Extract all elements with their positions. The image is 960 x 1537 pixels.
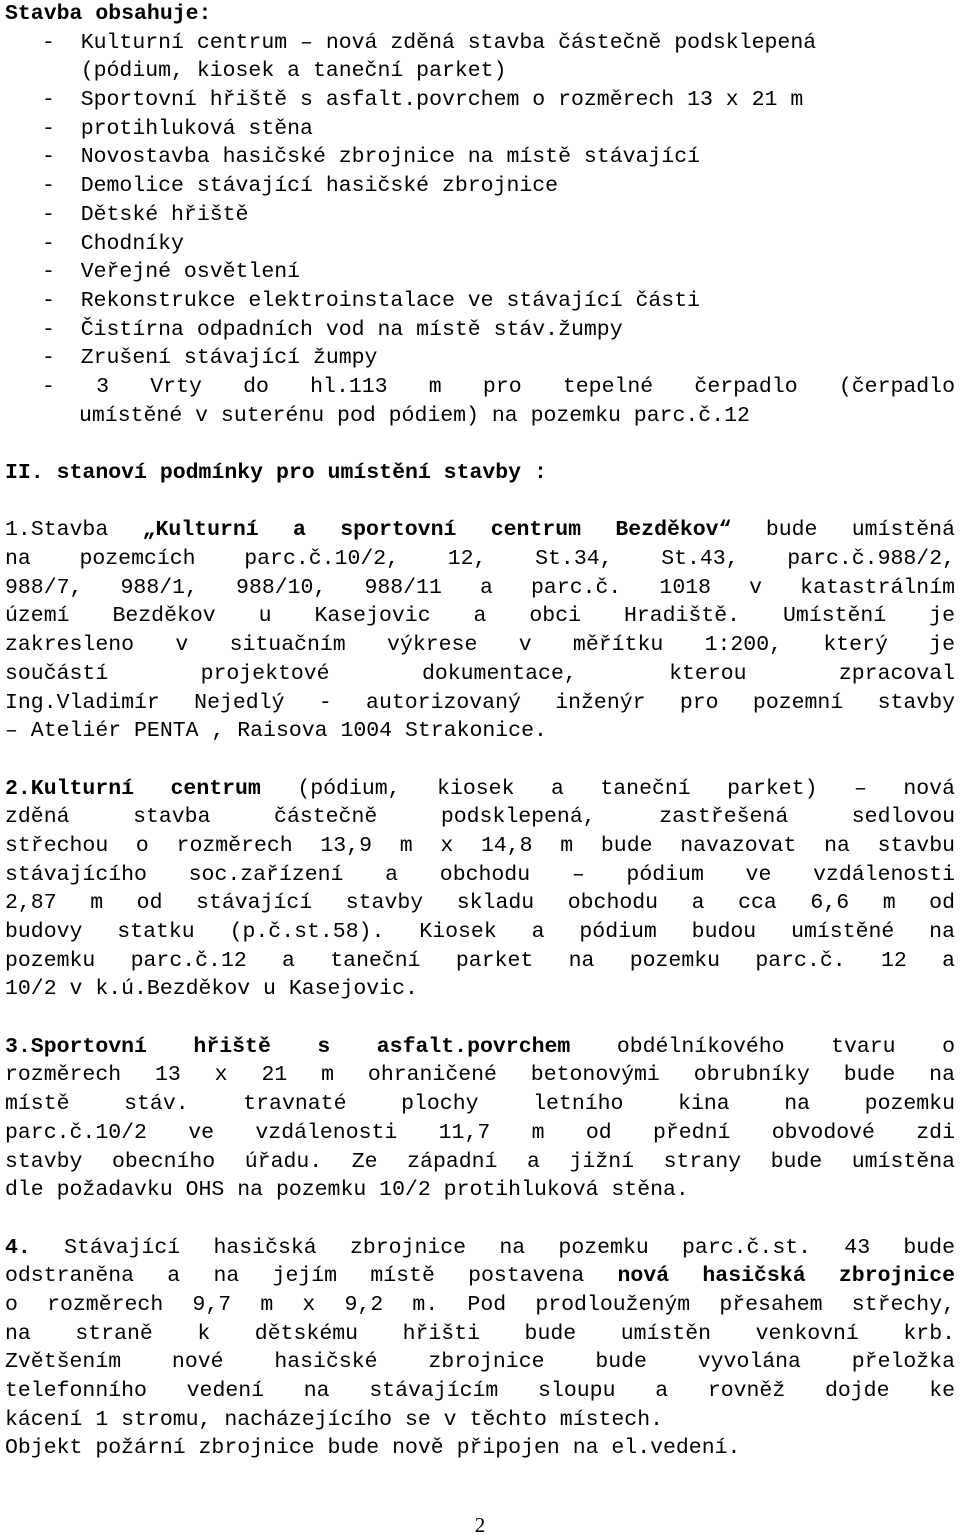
list-item: - Novostavba hasičské zbrojnice na místě stávající [42,145,701,170]
paragraph-4-text: Stávající hasičská zbrojnice na pozemku parc.č.st. 43 bude [30,1235,955,1260]
paragraph-1-line: Ing.Vladimír Nejedlý - autorizovaný inženýr pro pozemní stavby [5,690,955,715]
paragraph-3-line: rozměrech 13 x 21 m ohraničené betonovými obrubníky bude na [5,1063,955,1088]
paragraph-3-line: parc.č.10/2 ve vzdálenosti 11,7 m od přední obvodové zdi [5,1120,955,1145]
section-heading: II. stanoví podmínky pro umístění stavby : [5,461,547,485]
document-page [5,0,955,1463]
paragraph-4-line: telefonního vedení na stávajícím sloupu a rovněž dojde ke [5,1379,955,1403]
paragraph-3-text: obdélníkového tvaru o [570,1034,955,1059]
list-item: - Sportovní hřiště s asfalt.povrchem o rozměrech 13 x 21 m [42,88,804,113]
paragraph-1-line: – Ateliér PENTA , Raisova 1004 Strakonice. [5,719,547,744]
paragraph-4-line: kácení 1 stromu, nacházejícího se v těchto místech. [5,1407,664,1432]
paragraph-4-line: na straně k dětskému hřišti bude umístěn venkovní krb. [5,1321,955,1346]
paragraph-2-text: (pódium, kiosek a taneční parket) – nová [260,776,955,801]
paragraph-4-line: Objekt požární zbrojnice bude nově připojen na el.vedení. [5,1436,741,1461]
paragraph-2-line: střechou o rozměrech 13,9 m x 14,8 m bude navazovat na stavbu [5,833,955,858]
paragraph-3-line: místě stáv. travnaté plochy letního kina na pozemku [5,1092,955,1117]
paragraph-2-line: stávajícího soc.zařízení a obchodu – pódium ve vzdálenosti [5,862,955,887]
paragraph-1-line: součástí projektové dokumentace, kterou zpracoval [5,661,955,686]
paragraph-4-line [5,1262,955,1291]
paragraph-3-title: 3.Sportovní hřiště s asfalt.povrchem [5,1034,571,1059]
paragraph-4-number: 4. [5,1235,31,1260]
list-item: - Dětské hřiště [42,202,249,227]
paragraph-4-text: odstraněna a na jejím místě postavena [5,1264,618,1289]
list-item-vrty-line2: umístěné v suterénu pod pódiem) na pozemku parc.č.12 [79,403,750,428]
paragraph-2 [5,775,955,1005]
paragraph-3-line: stavby obecního úřadu. Ze západní a jižní strany bude umístěna [5,1149,955,1174]
paragraph-2-line: budovy statku (p.č.st.58). Kiosek a pódium budou umístěné na [5,920,955,944]
paragraph-2-line: zděná stavba částečně podsklepená, zastřešená sedlovou [5,805,955,830]
paragraph-1-line: zakresleno v situačním výkrese v měřítku 1:200, který je [5,633,955,658]
paragraph-3-line [5,1033,955,1062]
new-fire-station: nová hasičská zbrojnice [617,1264,956,1289]
paragraph-3 [5,1033,955,1205]
list-item: (pódium, kiosek a taneční parket) [42,59,507,84]
paragraph-2-line: pozemku parc.č.12 a taneční parket na pozemku parc.č. 12 a [5,948,955,973]
contents-list [5,29,955,431]
paragraph-2-line [5,775,955,804]
paragraph-2-title: 2.Kulturní centrum [5,776,261,801]
paragraph-4 [5,1234,955,1464]
paragraph-4-line [5,1234,955,1263]
list-item: - Rekonstrukce elektroinstalace ve stávající části [42,288,701,313]
page-number: 2 [474,1513,486,1537]
paragraph-2-line: 10/2 v k.ú.Bezděkov u Kasejovic. [5,977,418,1002]
list-item: - Kulturní centrum – nová zděná stavba částečně podsklepená [42,30,817,55]
paragraph-1-line: 988/7, 988/1, 988/10, 988/11 a parc.č. 1018 v katastrálním [5,575,955,600]
project-name: „Kulturní a sportovní centrum Bezděkov“ [142,518,732,543]
paragraph-4-line: Zvětšením nové hasičské zbrojnice bude vyvolána přeložka [5,1350,955,1375]
paragraph-1-text: bude umístěná [731,518,955,543]
paragraph-1-text: Stavba [30,518,143,543]
list-item: - Chodníky [42,231,184,256]
paragraph-1-number: 1. [5,518,31,543]
paragraph-1 [5,516,955,746]
list-item: - Čistírna odpadních vod na místě stáv.žumpy [42,317,623,342]
paragraph-2-line: 2,87 m od stávající stavby skladu obchodu a cca 6,6 m od [5,891,955,916]
paragraph-1-line: území Bezděkov u Kasejovic a obci Hradiště. Umístění je [5,604,955,629]
paragraph-1-line: na pozemcích parc.č.10/2, 12, St.34, St.43, parc.č.988/2, [5,547,955,572]
paragraph-1-line [5,516,955,545]
list-item: - Veřejné osvětlení [42,260,301,285]
contents-heading: Stavba obsahuje: [5,2,212,26]
list-item: - Demolice stávající hasičské zbrojnice [42,174,559,199]
paragraph-3-line: dle požadavku OHS na pozemku 10/2 protihluková stěna. [5,1178,689,1203]
list-item: - Zrušení stávající žumpy [42,346,378,371]
list-item: - protihluková stěna [42,116,313,141]
list-item-vrty-line1: - 3 Vrty do hl.113 m pro tepelné čerpadlo (čerpadlo [42,374,955,399]
paragraph-4-line: o rozměrech 9,7 m x 9,2 m. Pod prodlouženým přesahem střechy, [5,1292,955,1317]
